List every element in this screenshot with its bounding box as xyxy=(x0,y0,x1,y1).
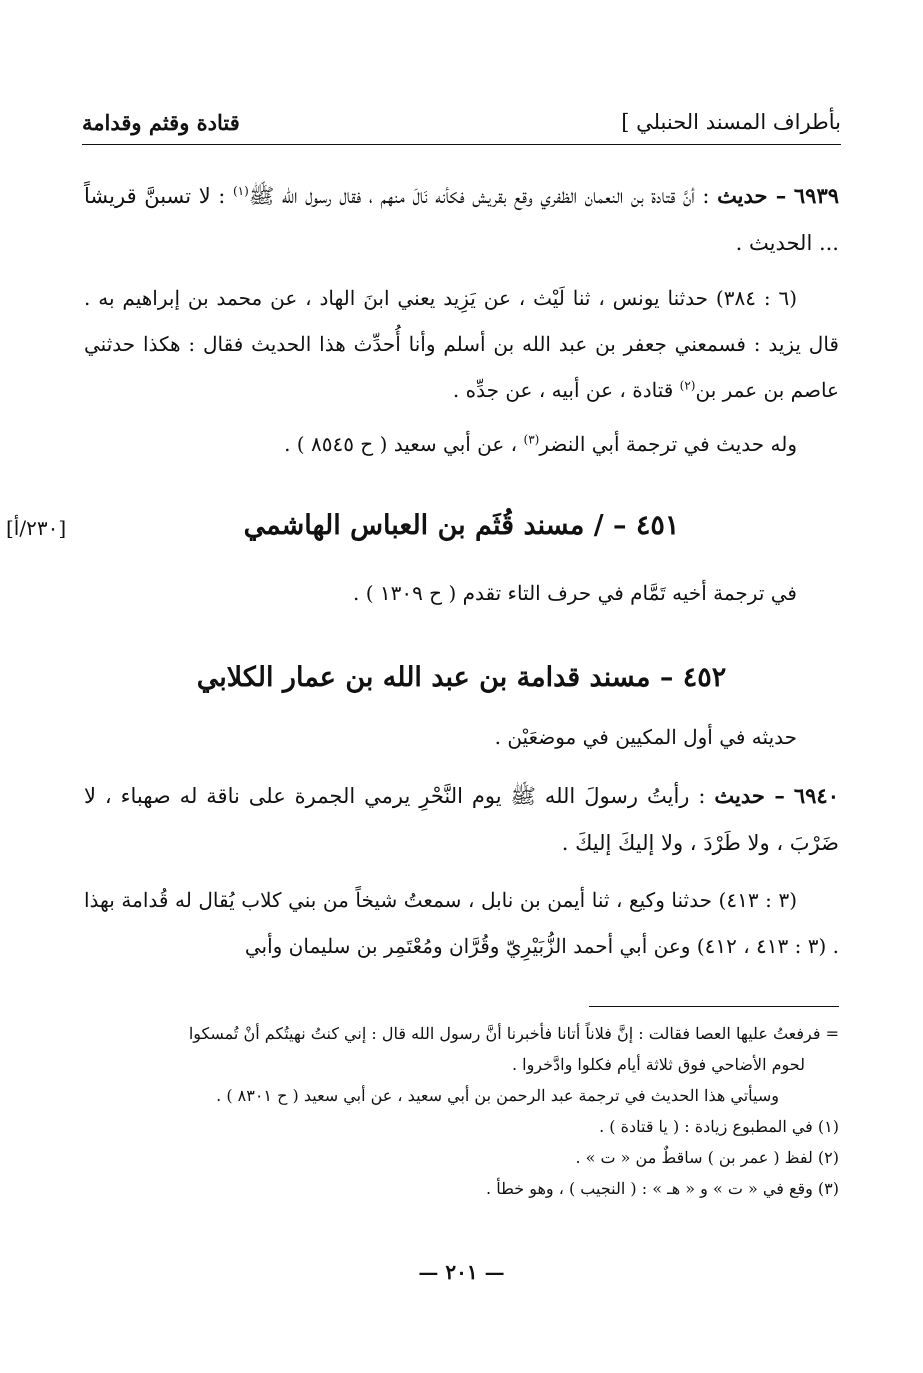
footnote-continuation: = فرفعتُ عليها العصا فقالت : إنَّ فلاناً أتانا فأخبرنا أنَّ رسول الله قال : إني كنتُ نهيتُكم أنْ تُمسكوا xyxy=(188,1024,839,1043)
hadith-label: – حديث xyxy=(717,183,787,208)
chain-text: (٦ : ٣٨٤) حدثنا يونس ، ثنا لَيْث ، عن يَزِيد يعني ابنَ الهاد ، عن محمد بن إبراهيم به . قال يزيد : فسمعني جعفر بن عبد الله بن أسلم وأنا أُحدِّث هذا الحديث فقال : هكذا حدثني عاصم بن عمر بن xyxy=(84,286,839,402)
section-452-text: حديثه في أول المكيين في موضعَيْن . xyxy=(494,725,797,749)
book-title: بأطراف المسند الحنبلي ] xyxy=(621,110,841,134)
hadith-label: – حديث xyxy=(714,783,785,808)
hadith-6940 xyxy=(84,772,839,867)
chain-text-end: قتادة ، عن أبيه ، عن جدِّه . xyxy=(452,378,680,402)
footnote-continuation-2: لحوم الأضاحي فوق ثلاثة أيام فكلوا وادَّخروا . xyxy=(511,1055,805,1074)
hadith-number: ٦٩٤٠ xyxy=(793,783,839,808)
footnote-2: (٢) لفظ ( عمر بن ) ساقطٌ من « ت » . xyxy=(575,1148,839,1167)
hadith-text-end: : لا تسبنَّ قريشاً ... الحديث . xyxy=(84,184,839,255)
hadith-text: : رأيتُ رسولَ الله ﷺ يوم النَّحْرِ يرمي الجمرة على ناقة له صهباء ، لا ضَرْبَ ، ولا طَرْدَ ، ولا إليكَ إليكَ . xyxy=(84,784,839,855)
chain-of-narration-384 xyxy=(84,275,839,413)
footnote-1: (١) في المطبوع زيادة : ( يا قتادة ) . xyxy=(599,1117,839,1136)
margin-reference: [٢٣٠/أ] xyxy=(6,516,67,540)
footnotes xyxy=(84,1018,839,1204)
note-text-end: ، عن أبي سعيد ( ح ٨٥٤٥ ) . xyxy=(284,432,524,456)
page-number: — ٢٠١ — xyxy=(418,1260,505,1284)
chain-of-narration-413: (٣ : ٤١٣) حدثنا وكيع ، ثنا أيمن بن نابل ، سمعتُ شيخاً من بني كلاب يُقال له قُدامة بهذا . (٣ : ٤١٣ ، ٤١٢) وعن أبي أحمد الزُّبَيْرِيّ وقُرَّان ومُعْتَمِر بن سليمان وأبي xyxy=(84,888,839,958)
hadith-6939 xyxy=(84,172,839,267)
section-451-title: ٤٥١ – / مسند قُثَم بن العباس الهاشمي xyxy=(243,510,680,541)
footnote-marker: (٢) xyxy=(679,378,696,393)
running-header xyxy=(82,104,841,145)
hadith-text: : أنَّ قتادة بن النعمان الظفري وقع بقريش فكأنه نَالَ منهم ، فقال رسول الله ﷺ xyxy=(248,184,718,208)
note-text: وله حديث في ترجمة أبي النضر xyxy=(539,432,797,456)
section-451-text: في ترجمة أخيه تَمَّام في حرف التاء تقدم ( ح ١٣٠٩ ) . xyxy=(352,581,797,605)
related-note xyxy=(84,421,839,467)
footnote-rule xyxy=(589,1006,839,1007)
footnote-see-also: وسيأتي هذا الحديث في ترجمة عبد الرحمن بن أبي سعيد ، عن أبي سعيد ( ح ٨٣٠١ ) . xyxy=(216,1086,779,1105)
hadith-number: ٦٩٣٩ xyxy=(793,183,840,208)
chapter-title: قتادة وقثم وقدامة xyxy=(82,110,240,135)
footnote-3: (٣) وقع في « ت » و « هـ » : ( النجيب ) ، وهو خطأ . xyxy=(486,1179,839,1198)
section-452-title: ٤٥٢ – مسند قدامة بن عبد الله بن عمار الكلابي xyxy=(196,662,727,693)
footnote-marker: (٣) xyxy=(523,432,540,447)
footnote-marker: (١) xyxy=(232,184,249,198)
